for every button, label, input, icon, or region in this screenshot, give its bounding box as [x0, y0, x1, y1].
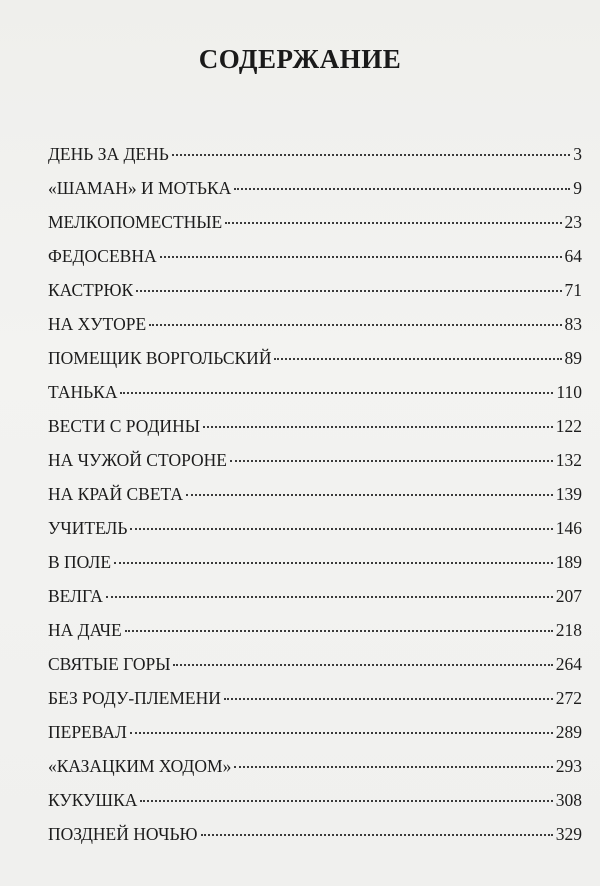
dot-leader: [130, 528, 552, 530]
dot-leader: [160, 256, 562, 258]
toc-entry-page-number: 139: [555, 484, 582, 504]
toc-entry-page-number: 329: [555, 824, 582, 844]
toc-entry-page-number: 89: [564, 348, 582, 368]
toc-entry-page-number: 189: [555, 552, 582, 572]
dot-leader: [125, 630, 553, 632]
toc-entry: [48, 143, 582, 177]
toc-entry-title: СВЯТЫЕ ГОРЫ: [48, 654, 171, 674]
toc-entry: [48, 721, 582, 755]
toc-entry-page-number: 293: [555, 756, 582, 776]
toc-entry-title: КУКУШКА: [48, 790, 138, 810]
dot-leader: [230, 460, 553, 462]
toc-entry-page-number: 218: [555, 620, 582, 640]
toc-entry-title: «КАЗАЦКИМ ХОДОМ»: [48, 756, 232, 776]
toc-entry: [48, 653, 582, 687]
toc-entry: [48, 823, 582, 857]
toc-entry-page-number: 23: [564, 212, 582, 232]
toc-entry: [48, 245, 582, 279]
toc-entry-title: НА ДАЧЕ: [48, 620, 122, 640]
toc-entry: [48, 483, 582, 517]
toc-entry-page-number: 110: [556, 382, 582, 402]
toc-entry: [48, 211, 582, 245]
toc-entry: [48, 313, 582, 347]
toc-entry-title: ВЕЛГА: [48, 586, 103, 606]
toc-entry-page-number: 264: [555, 654, 582, 674]
toc-entry: [48, 517, 582, 551]
dot-leader: [114, 562, 553, 564]
toc-entry-title: БЕЗ РОДУ-ПЛЕМЕНИ: [48, 688, 221, 708]
toc-entry: [48, 449, 582, 483]
toc-entry-page-number: 308: [555, 790, 582, 810]
toc-entry-title: ПОМЕЩИК ВОРГОЛЬСКИЙ: [48, 348, 272, 368]
toc-entry-page-number: 132: [555, 450, 582, 470]
toc-entry: [48, 619, 582, 653]
toc-entry: [48, 585, 582, 619]
toc-entry: [48, 381, 582, 415]
toc-entry-page-number: 3: [573, 144, 582, 164]
toc-entry-page-number: 207: [555, 586, 582, 606]
toc-entry: [48, 415, 582, 449]
toc-entry-title: ПОЗДНЕЙ НОЧЬЮ: [48, 824, 198, 844]
toc-entry-title: «ШАМАН» И МОТЬКА: [48, 178, 232, 198]
toc-entry-title: КАСТРЮК: [48, 280, 134, 300]
dot-leader: [120, 392, 553, 394]
toc-entry: [48, 279, 582, 313]
dot-leader: [225, 222, 561, 224]
toc-entry: [48, 789, 582, 823]
toc-entry-page-number: 289: [555, 722, 582, 742]
dot-leader: [203, 426, 553, 428]
table-of-contents: [48, 143, 582, 857]
dot-leader: [136, 290, 561, 292]
toc-entry-title: ВЕСТИ С РОДИНЫ: [48, 416, 200, 436]
toc-entry-title: ТАНЬКА: [48, 382, 118, 402]
dot-leader: [130, 732, 553, 734]
toc-entry-page-number: 146: [555, 518, 582, 538]
toc-entry-page-number: 122: [555, 416, 582, 436]
dot-leader: [186, 494, 553, 496]
toc-entry-title: В ПОЛЕ: [48, 552, 112, 572]
dot-leader: [234, 188, 570, 190]
toc-entry-title: НА ЧУЖОЙ СТОРОНЕ: [48, 450, 227, 470]
toc-entry-page-number: 9: [573, 178, 582, 198]
toc-entry-page-number: 64: [564, 246, 582, 266]
toc-entry-title: МЕЛКОПОМЕСТНЫЕ: [48, 212, 223, 232]
toc-entry: [48, 687, 582, 721]
toc-entry-title: НА КРАЙ СВЕТА: [48, 484, 183, 504]
toc-entry-page-number: 71: [564, 280, 582, 300]
dot-leader: [149, 324, 561, 326]
toc-entry-title: УЧИТЕЛЬ: [48, 518, 128, 538]
toc-entry-title: НА ХУТОРЕ: [48, 314, 147, 334]
dot-leader: [224, 698, 553, 700]
dot-leader: [201, 834, 553, 836]
dot-leader: [274, 358, 561, 360]
toc-entry-page-number: 83: [564, 314, 582, 334]
page-title: СОДЕРЖАНИЕ: [198, 44, 402, 74]
toc-entry: [48, 177, 582, 211]
toc-entry-page-number: 272: [555, 688, 582, 708]
toc-entry: [48, 347, 582, 381]
toc-entry: [48, 755, 582, 789]
toc-entry-title: ПЕРЕВАЛ: [48, 722, 127, 742]
dot-leader: [173, 664, 552, 666]
dot-leader: [140, 800, 552, 802]
toc-entry-title: ДЕНЬ ЗА ДЕНЬ: [48, 144, 169, 164]
toc-entry: [48, 551, 582, 585]
dot-leader: [106, 596, 553, 598]
dot-leader: [172, 154, 570, 156]
dot-leader: [234, 766, 552, 768]
toc-entry-title: ФЕДОСЕВНА: [48, 246, 157, 266]
